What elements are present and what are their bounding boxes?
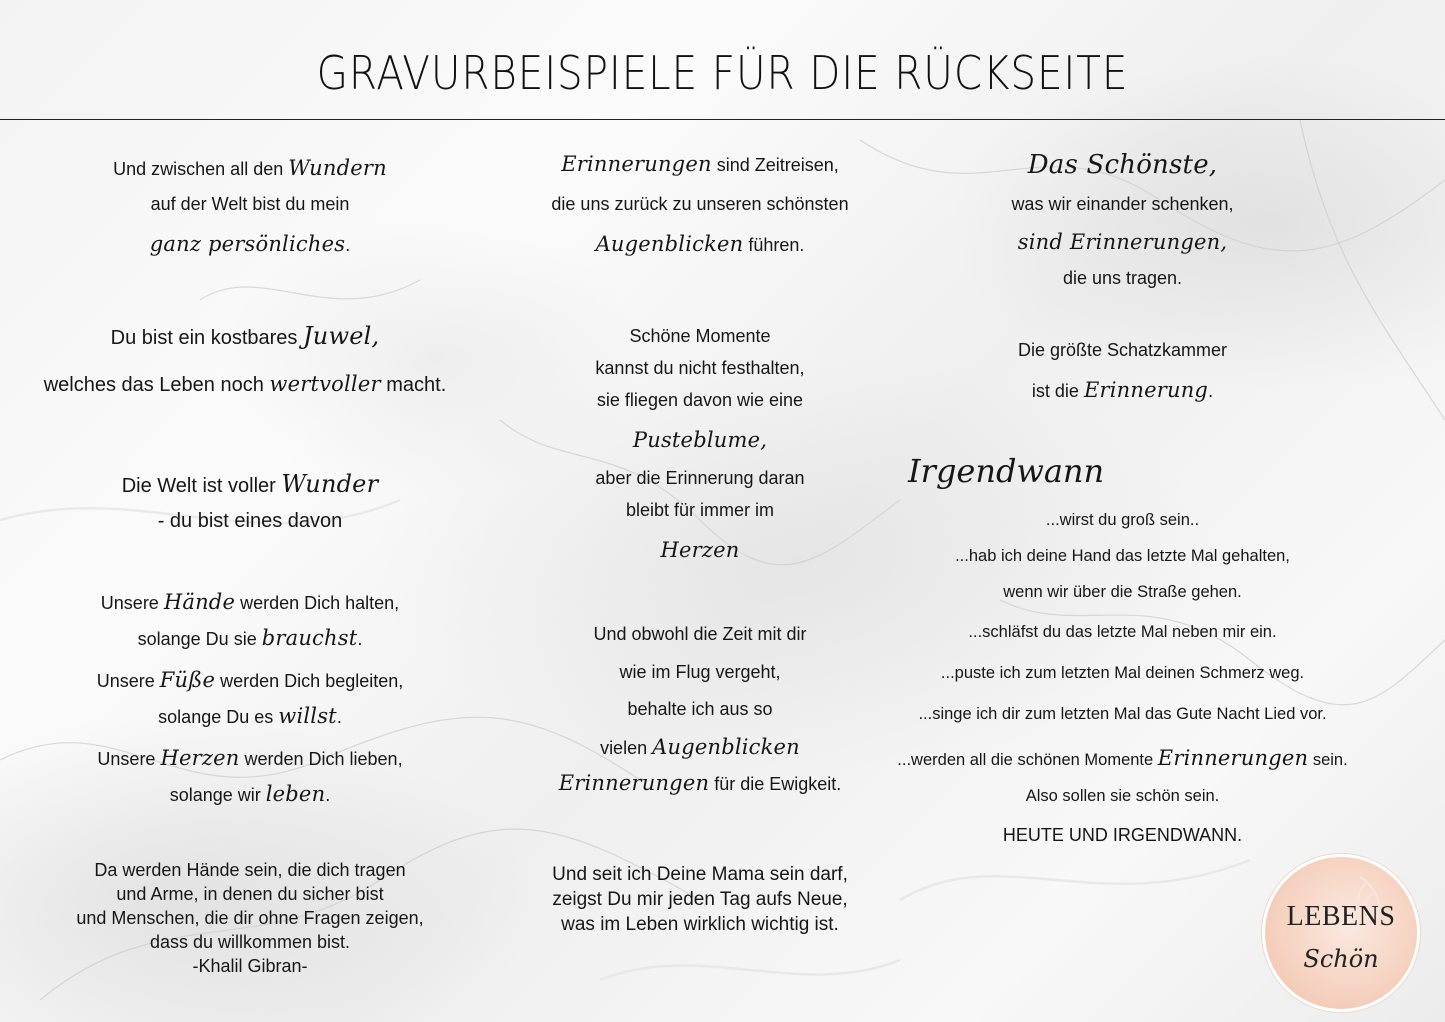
quote-mama <box>480 862 920 937</box>
script-word: Pusteblume, <box>632 428 768 452</box>
script-word: Erinnerungen <box>561 152 712 176</box>
quote-irgendwann <box>880 511 1365 846</box>
script-word: leben <box>265 782 326 806</box>
quote-text: auf der Welt bist du mein <box>150 194 350 214</box>
script-word: Erinnerungen <box>558 771 710 795</box>
script-word: Wunder <box>281 470 379 498</box>
quote-text: was im Leben wirklich wichtig ist. <box>561 914 839 935</box>
quote-schatzkammer <box>930 340 1315 402</box>
quote-wundern <box>40 156 460 256</box>
quote-text: führen. <box>748 235 805 255</box>
quote-text: . <box>325 785 331 805</box>
quote-text: Unsere <box>96 671 155 691</box>
quote-text: solange wir <box>169 785 261 805</box>
quote-text: sein. <box>1312 751 1348 769</box>
quote-zeit-mit-dir <box>490 624 910 795</box>
quote-text: . <box>345 235 351 255</box>
quote-text: Da werden Hände sein, die dich tragen <box>94 860 406 880</box>
quote-author: -Khalil Gibran- <box>192 956 308 976</box>
script-word: willst <box>278 704 337 728</box>
quote-closing: HEUTE UND IRGENDWANN. <box>1002 825 1243 845</box>
script-word: Das Schönste, <box>1027 150 1218 180</box>
script-word: Hände <box>163 590 236 614</box>
quote-text: Also sollen sie schön sein. <box>1025 787 1220 805</box>
quote-text: welches das Leben noch <box>43 374 264 396</box>
quote-text: ...werden all die schönen Momente <box>897 751 1154 769</box>
script-word: Erinnerungen <box>1157 746 1309 770</box>
script-word: Wundern <box>288 156 387 180</box>
leaf-icon <box>1265 857 1417 1009</box>
brand-logo <box>1262 854 1420 1012</box>
quote-text: solange Du es <box>158 707 274 727</box>
quote-text: macht. <box>386 374 447 396</box>
script-word: sind Erinnerungen, <box>1017 230 1228 254</box>
quote-text: . <box>336 707 342 727</box>
script-word: Herzen <box>160 746 240 770</box>
quote-text: bleibt für immer im <box>625 500 775 520</box>
quote-text: Die größte Schatzkammer <box>1017 340 1228 360</box>
script-word: ganz persönliches <box>149 232 346 256</box>
page-title: GRAVURBEISPIELE FÜR DIE RÜCKSEITE <box>316 46 1129 100</box>
quote-text: dass du willkommen bist. <box>149 932 351 952</box>
quote-welt-voller-wunder <box>40 470 460 533</box>
quote-text: die uns zurück zu unseren schönsten <box>551 194 849 214</box>
quote-text: behalte ich aus so <box>627 699 773 719</box>
title-divider <box>0 119 1445 120</box>
quote-text: aber die Erinnerung daran <box>595 468 805 488</box>
script-word: Augenblicken <box>595 232 744 256</box>
quote-pusteblume <box>500 326 900 562</box>
quote-text: ...schläfst du das letzte Mal neben mir ein. <box>968 623 1277 641</box>
quote-das-schoenste <box>930 150 1315 289</box>
quote-text: Und obwohl die Zeit mit dir <box>593 624 807 644</box>
irgendwann-heading: Irgendwann <box>908 452 1105 490</box>
script-word: Juwel, <box>302 322 380 350</box>
quote-text: ...hab ich deine Hand das letzte Mal gehalten, <box>955 547 1290 565</box>
quote-text: sind Zeitreisen, <box>716 155 839 175</box>
quote-text: Schöne Momente <box>629 326 771 346</box>
quote-gibran <box>20 858 480 978</box>
quote-text: kannst du nicht festhalten, <box>595 358 805 378</box>
script-word: Herzen <box>660 538 740 562</box>
quote-text: werden Dich halten, <box>240 593 400 613</box>
logo-text-lebens: LEBENS <box>1286 901 1396 932</box>
quote-text: werden Dich lieben, <box>244 749 403 769</box>
quote-text: ...wirst du groß sein.. <box>1045 511 1200 529</box>
quote-text: . <box>1208 381 1214 401</box>
quote-text: ...singe ich dir zum letzten Mal das Gute Nacht Lied vor. <box>918 705 1327 723</box>
quote-text: Unsere <box>100 593 159 613</box>
quote-haende-fuesse-herzen <box>20 590 480 806</box>
quote-text: was wir einander schenken, <box>1011 194 1234 214</box>
quote-text: sie fliegen davon wie eine <box>596 390 804 410</box>
quote-text: Und seit ich Deine Mama sein darf, <box>552 864 848 885</box>
quote-juwel <box>10 322 480 397</box>
quote-text: zeigst Du mir jeden Tag aufs Neue, <box>552 889 848 910</box>
script-word: Erinnerung <box>1083 378 1209 402</box>
script-word: brauchst <box>261 626 358 650</box>
quote-text: werden Dich begleiten, <box>220 671 404 691</box>
script-word: Füße <box>159 668 216 692</box>
quote-text: Die Welt ist voller <box>121 475 276 497</box>
quote-text: wenn wir über die Straße gehen. <box>1003 583 1242 601</box>
quote-text: ist die <box>1031 381 1079 401</box>
quote-text: solange Du sie <box>137 629 257 649</box>
script-word: wertvoller <box>269 372 381 396</box>
quote-text: - du bist eines davon <box>157 510 343 532</box>
quote-text: die uns tragen. <box>1062 268 1183 288</box>
quote-text: vielen <box>600 738 648 758</box>
quote-zeitreisen <box>480 152 920 256</box>
quote-text: Und zwischen all den <box>113 159 284 179</box>
quote-text: Unsere <box>97 749 156 769</box>
script-word: Augenblicken <box>652 735 800 759</box>
logo-text-schoen: Schön <box>1303 945 1379 973</box>
quote-text: . <box>357 629 363 649</box>
quote-text: wie im Flug vergeht, <box>619 662 781 682</box>
quote-text: und Arme, in denen du sicher bist <box>116 884 384 904</box>
quote-text: ...puste ich zum letzten Mal deinen Schmerz weg. <box>940 664 1305 682</box>
quote-text: und Menschen, die dir ohne Fragen zeigen, <box>76 908 424 928</box>
quote-text: für die Ewigkeit. <box>714 774 842 794</box>
quote-text: Du bist ein kostbares <box>110 327 298 349</box>
